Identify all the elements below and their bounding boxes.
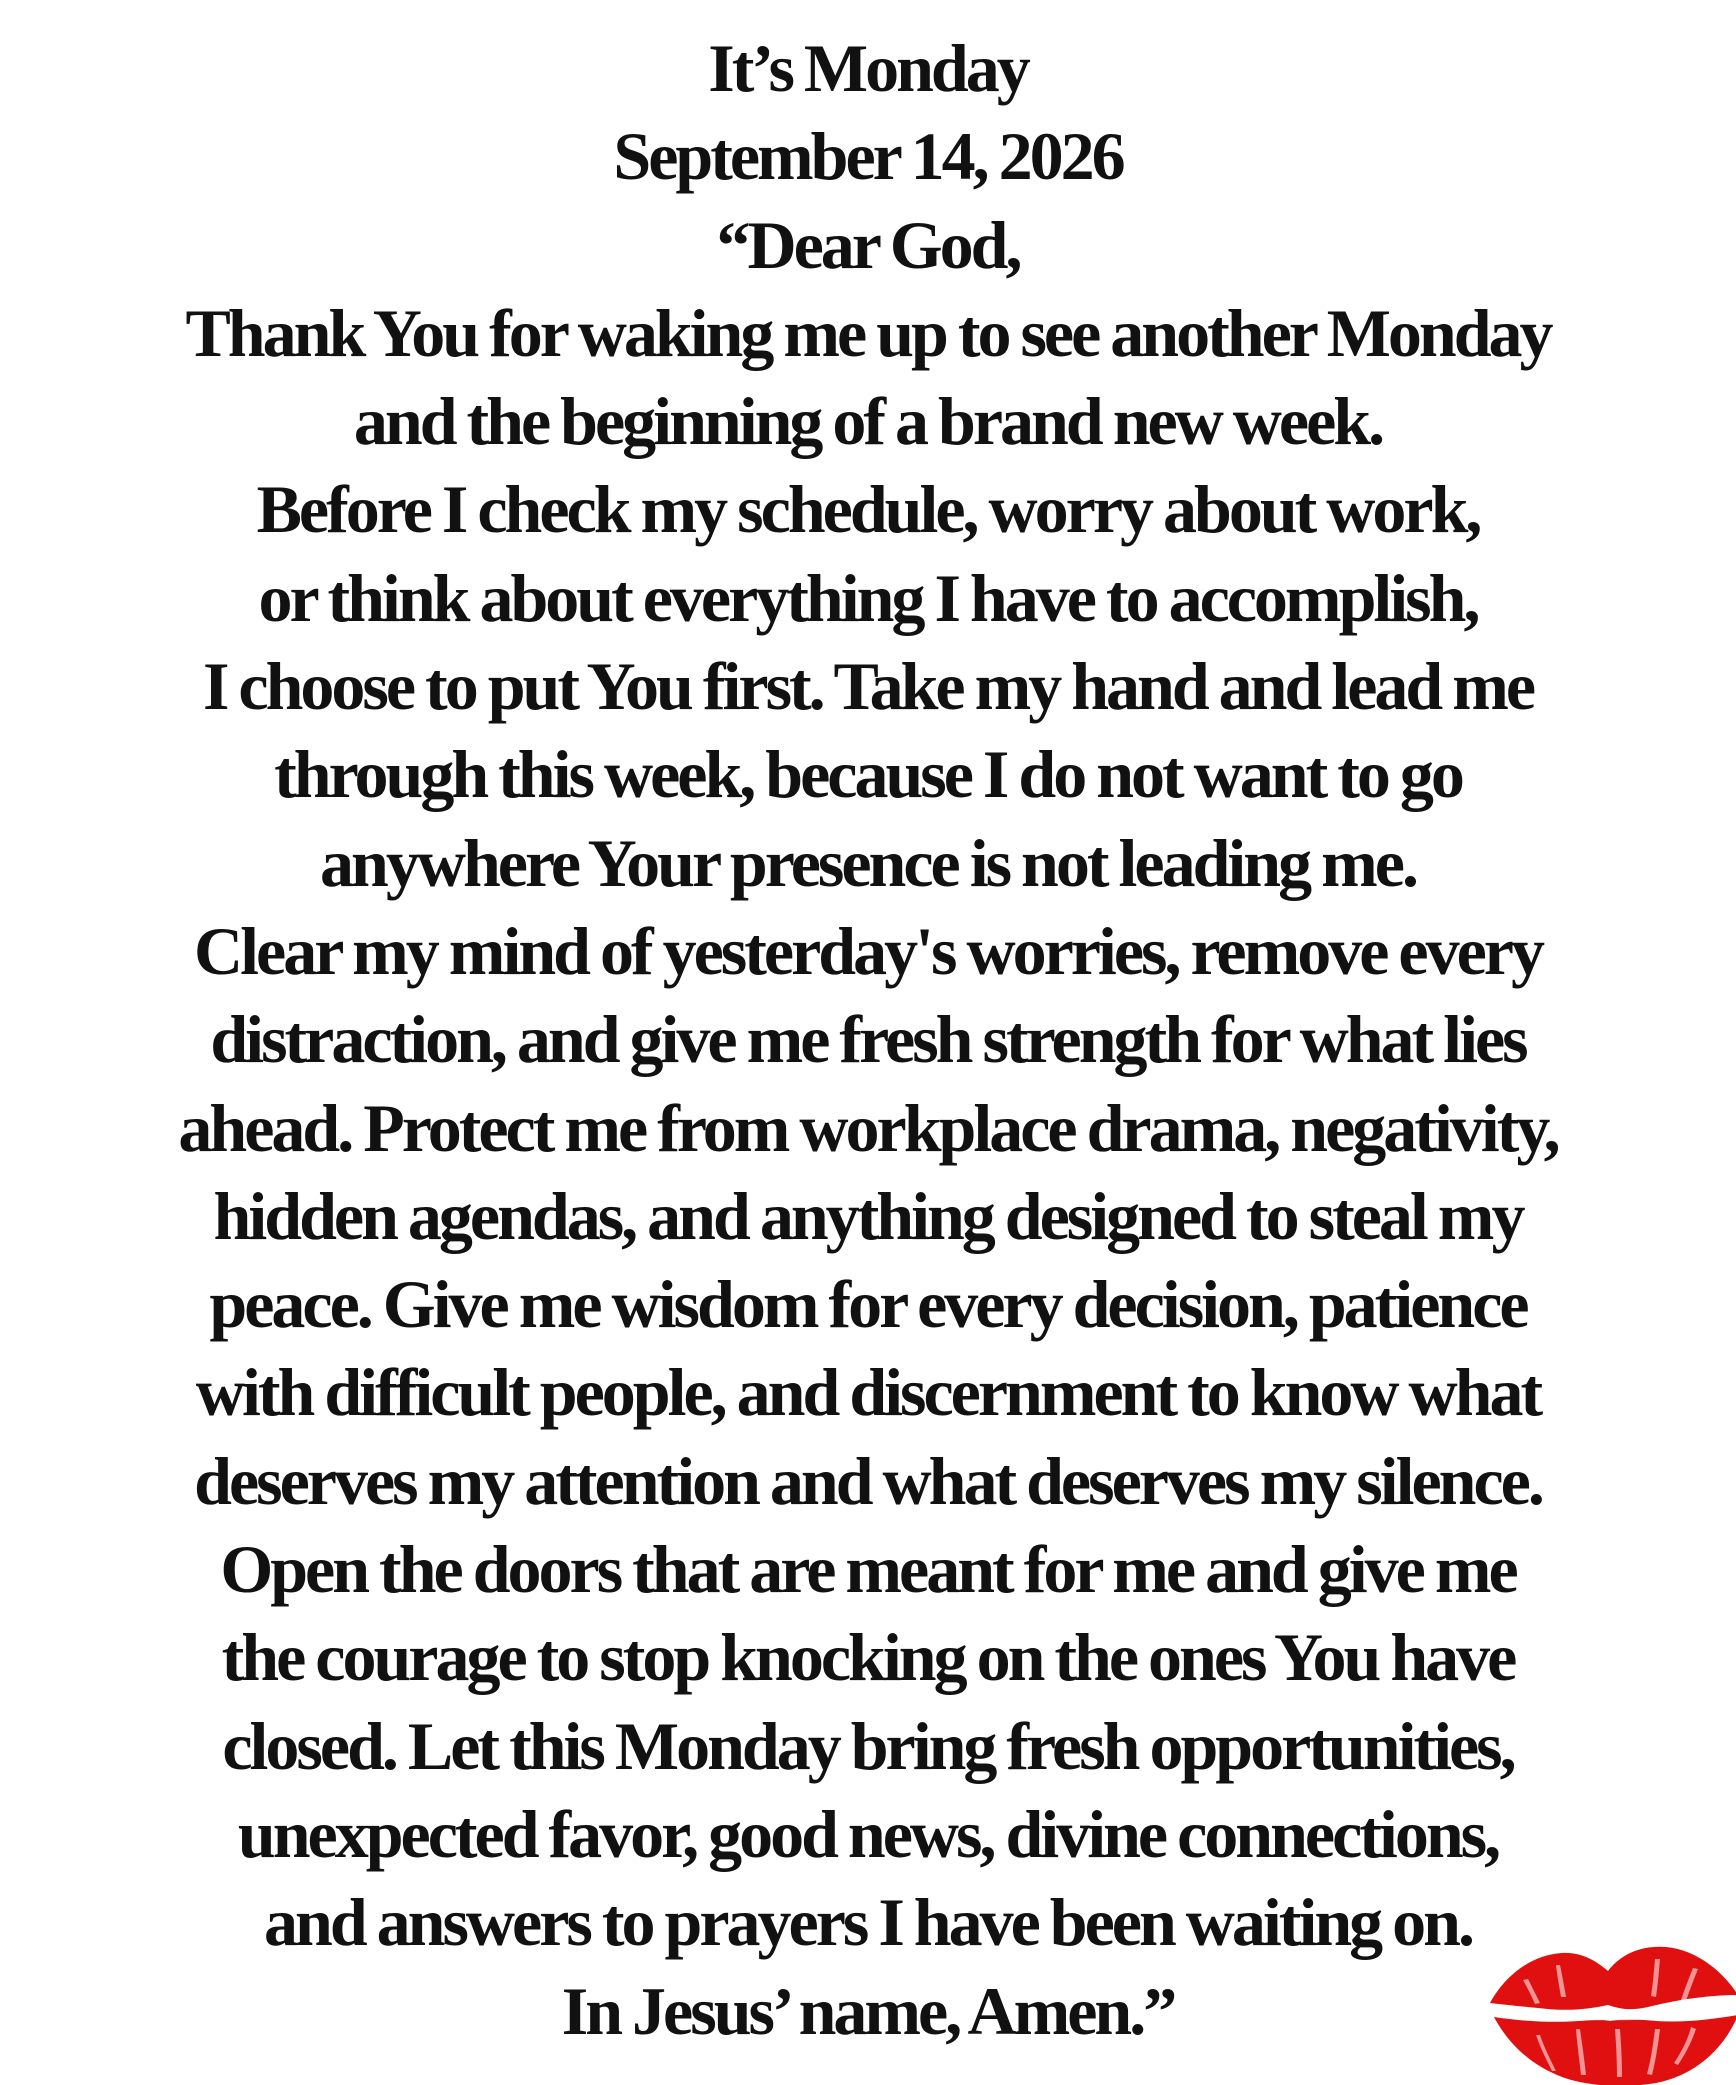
prayer-line: closed. Let this Monday bring fresh opportunities,: [222, 1707, 1514, 1784]
prayer-line: peace. Give me wisdom for every decision, patience: [209, 1266, 1527, 1343]
prayer-line: and the beginning of a brand new week.: [353, 383, 1383, 460]
prayer-text: [0, 24, 1736, 2055]
lipstick-kiss-icon: [1470, 1925, 1736, 2085]
closing-line: In Jesus’ name, Amen.”: [561, 1972, 1175, 2049]
prayer-line: ahead. Protect me from workplace drama, negativity,: [178, 1089, 1558, 1166]
prayer-line: through this week, because I do not want to go: [274, 736, 1462, 813]
prayer-line: Before I check my schedule, worry about work,: [256, 471, 1480, 548]
prayer-line: deserves my attention and what deserves my silence.: [194, 1442, 1542, 1519]
prayer-line: Open the doors that are meant for me and give me: [220, 1531, 1516, 1608]
prayer-line: distraction, and give me fresh strength for what lies: [210, 1001, 1526, 1078]
prayer-line: I choose to put You first. Take my hand and lead me: [202, 648, 1534, 725]
prayer-line: or think about everything I have to accomplish,: [258, 559, 1478, 636]
date-heading: September 14, 2026: [613, 118, 1123, 195]
prayer-line: Thank You for waking me up to see another Monday: [185, 294, 1551, 371]
prayer-line: unexpected favor, good news, divine connections,: [237, 1795, 1499, 1872]
prayer-line: the courage to stop knocking on the ones You have: [221, 1619, 1515, 1696]
prayer-line: anywhere Your presence is not leading me.: [320, 824, 1416, 901]
prayer-line: Clear my mind of yesterday's worries, remove every: [194, 912, 1542, 989]
salutation: “Dear God,: [716, 206, 1020, 283]
prayer-line: with difficult people, and discernment to know what: [195, 1354, 1541, 1431]
day-heading: It’s Monday: [708, 30, 1028, 106]
prayer-line: and answers to prayers I have been waiting on.: [264, 1884, 1472, 1961]
prayer-line: hidden agendas, and anything designed to steal my: [213, 1177, 1523, 1254]
